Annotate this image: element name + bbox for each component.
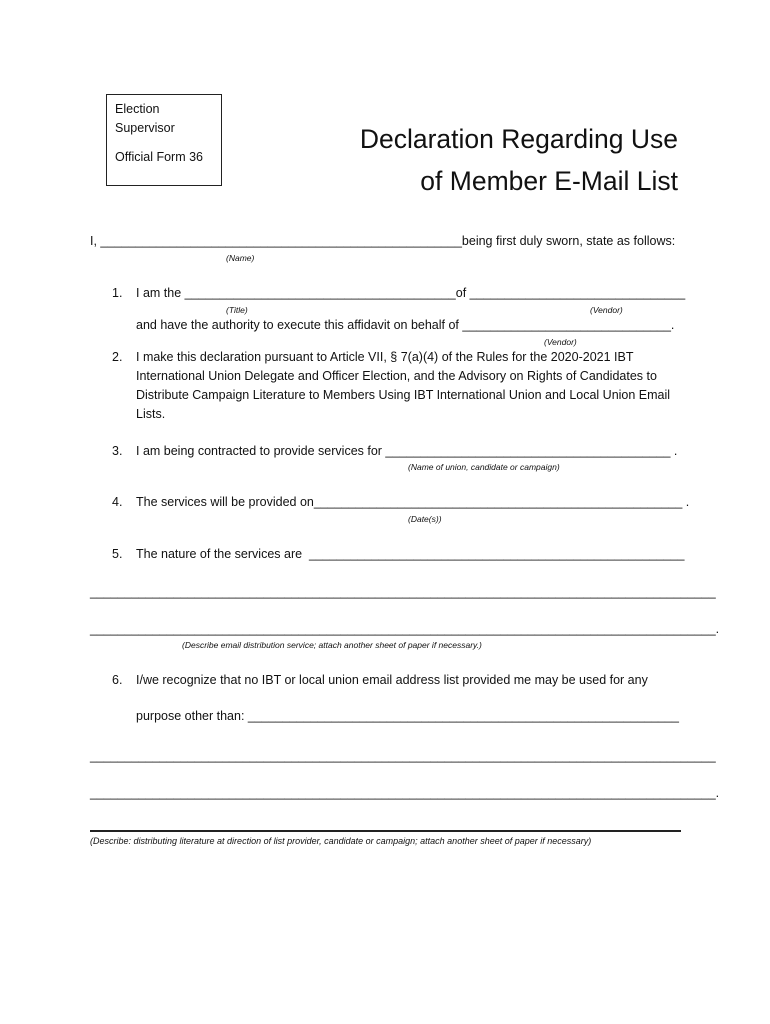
item-2-line-2: International Union Delegate and Officer Election, and the Advisory on Rights of Candidates to [136,369,657,383]
item-2-line-4: Lists. [136,407,166,421]
item-3-caption: (Name of union, candidate or campaign) [408,462,560,472]
item-1-vendor-caption-2: (Vendor) [544,337,577,347]
item-5-number: 5. [112,547,123,561]
item-4-number: 4. [112,495,123,509]
form-box-line-form-number: Official Form 36 [115,150,203,164]
item-5-text: The nature of the services are ______________________________________________________ [136,547,685,561]
bottom-caption: (Describe: distributing literature at direction of list provider, candidate or campaign; attach another sheet of paper if necessary) [90,836,592,846]
item-4-caption: (Date(s)) [408,514,442,524]
intro-name-caption: (Name) [226,253,255,263]
bottom-divider [90,830,681,832]
item-1-text: I am the _______________________________________of _______________________________ [136,286,686,300]
document-title-line-1: Declaration Regarding Use [359,124,678,154]
item-1-authority-text: and have the authority to execute this affidavit on behalf of ______________________________. [136,318,675,332]
item-6-number: 6. [112,673,123,687]
form-box-line-election: Election [115,102,160,116]
item-2-line-3: Distribute Campaign Literature to Members Using IBT International Union and Local Union Email [136,388,671,402]
item-5-blank-line-2: __________________________________________________________________________________________. [90,622,720,636]
document-title-line-2: of Member E-Mail List [420,166,678,196]
item-1-vendor-caption: (Vendor) [590,305,623,315]
item-1-title-caption: (Title) [226,305,248,315]
form-box-line-supervisor: Supervisor [115,121,175,135]
intro-statement: I, ____________________________________________________being first duly sworn, state as follows: [90,234,676,248]
item-5-caption: (Describe email distribution service; attach another sheet of paper if necessary.) [182,640,482,650]
item-2-line-1: I make this declaration pursuant to Article VII, § 7(a)(4) of the Rules for the 2020-2021 IBT [136,350,634,364]
item-3-number: 3. [112,444,123,458]
item-1-number: 1. [112,286,123,300]
item-5-blank-line-1: __________________________________________________________________________________________ [90,585,716,599]
item-3-text: I am being contracted to provide services for _________________________________________ . [136,444,678,458]
official-form-box [106,94,222,186]
item-4-text: The services will be provided on_____________________________________________________ . [136,495,690,509]
item-6-line-1: I/we recognize that no IBT or local union email address list provided me may be used for any [136,673,648,687]
item-6-line-2: purpose other than: ______________________________________________________________ [136,709,679,723]
item-6-blank-line-2: __________________________________________________________________________________________. [90,786,720,800]
item-6-blank-line-1: __________________________________________________________________________________________ [90,749,716,763]
item-2-number: 2. [112,350,123,364]
